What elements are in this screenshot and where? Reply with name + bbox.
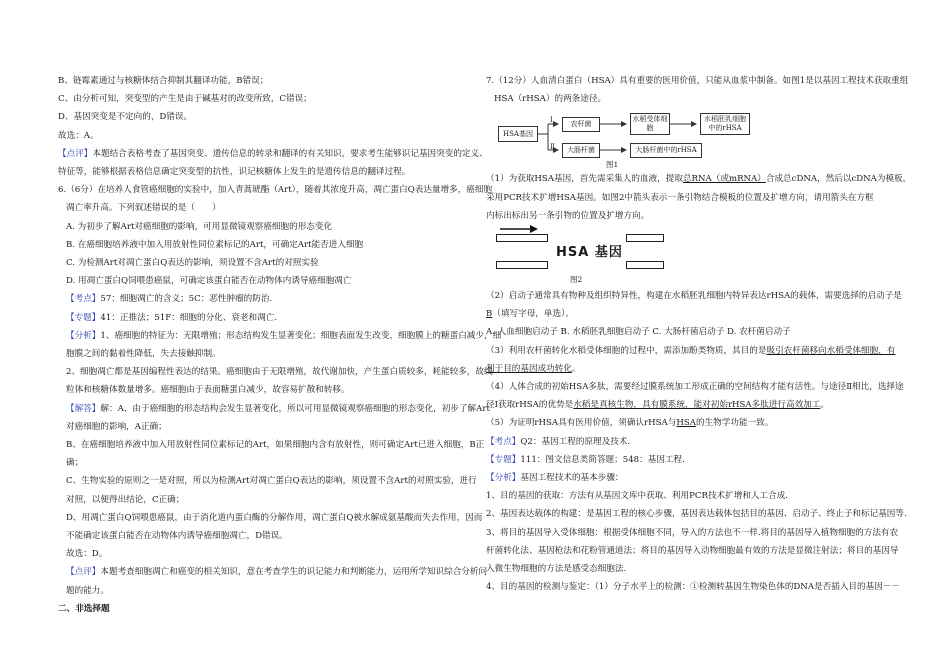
text-line: 确； xyxy=(66,458,84,469)
question-7-stem: 7.（12分）人血清白蛋白（HSA）具有重要的医用价值，只能从血浆中制备。如图1是以基因工程技术获取重组 xyxy=(486,76,909,86)
right-column xyxy=(486,72,912,596)
comment-text: 本题结合表格考查了基因突变、遗传信息的转录和翻译的有关知识，要求考生能够识记基因突变的定义、 xyxy=(92,148,488,159)
figure-1-caption: 图1 xyxy=(606,160,619,170)
text-segment: 。 xyxy=(571,363,581,374)
kaodian-text: 57：细胞凋亡的含义；5C：恶性肿瘤的防治. xyxy=(100,294,273,305)
ecoli-box: 大肠杆菌 xyxy=(562,143,600,158)
text-line: B、在癌细胞培养液中加入用放射性同位素标记的Art，如果细胞内含有放射性，则可确定Art已进入细胞，B正 xyxy=(66,440,485,451)
fenxi-text: 基因工程技术的基本步骤： xyxy=(520,473,624,484)
text-line: （2）启动子通常具有物种及组织特异性，构建在水稻胚乳细胞内特异表达rHSA的载体，需要选择的启动子是 xyxy=(486,291,902,302)
zhuanti-line xyxy=(58,309,466,327)
text-line: 特征等，能够根据表格信息确定突变型的抗性，识记核糖体上发生的是遗传信息的翻译过程。 xyxy=(58,167,411,178)
text-line: 题的能力。 xyxy=(66,585,109,596)
text-line: 2、细胞凋亡都是基因编程性表达的结果。癌细胞由于无限增殖，故代谢加快，产生蛋白质较多，耗能较多，故线 xyxy=(66,367,493,378)
text-line: 对癌细胞的影响，A正确； xyxy=(66,421,167,432)
text-segment: 的生物学功能一致。 xyxy=(695,418,774,429)
left-column xyxy=(58,72,502,618)
figure-2-caption: 图2 xyxy=(570,275,583,285)
kaodian-line xyxy=(486,433,896,451)
text-line: 凋亡率升高。下列叙述错误的是（ ） xyxy=(66,203,221,214)
comment-tag: 【点评】 xyxy=(58,148,93,159)
ecoli-rhsa-box: 大肠杆菌中的rHSA xyxy=(630,143,702,158)
text-segment: （5）为证明rHSA具有医用价值，须确认rHSA与 xyxy=(486,418,677,429)
text-line: 内标出标出另一条引物的位置及扩增方向。 xyxy=(486,210,650,221)
q7-part3-line-2 xyxy=(486,360,896,378)
text-segment: 径Ⅰ获取rHSA的优势是 xyxy=(486,400,574,411)
text-line: 粒体和核糖体数量增多。癌细胞由于表面糖蛋白减少，故容易扩散和转移。 xyxy=(66,385,350,396)
fenxi-line xyxy=(486,469,896,487)
jieda-text: 解：A、由于癌细胞的形态结构会发生显著变化，所以可用显微镜观察癌细胞的形态变化，初步了解Art xyxy=(100,403,490,414)
q7-part5-line xyxy=(486,414,896,432)
agrobacterium-box: 农杆菌 xyxy=(562,117,600,132)
zhuanti-tag: 【专题】 xyxy=(66,312,101,323)
answer-blank: 利于目的基因成功转化 xyxy=(486,363,572,374)
q7-part2-answer-line xyxy=(486,305,896,323)
text-line: 杆菌转化法、基因枪法和花粉管通道法；将目的基因导入动物细胞最有效的方法是显微注射法；将目的基因导 xyxy=(486,545,899,556)
route-2-label: Ⅱ xyxy=(550,143,555,152)
jieda-tag: 【解答】 xyxy=(66,403,101,414)
hsa-gene-title: HSA 基因 xyxy=(556,245,623,261)
dianping-tag: 【点评】 xyxy=(66,567,101,578)
dna-strand-left-bottom xyxy=(496,261,548,269)
dianping-line xyxy=(58,563,488,581)
text-line: B、链霉素通过与核糖体结合抑制其翻译功能，B错误； xyxy=(58,76,269,86)
primer-arrow-icon xyxy=(500,225,540,233)
text-line: C、生物实验的原则之一是对照，所以为检测Art对凋亡蛋白Q表达的影响，须设置不含Art的对照实验，进行 xyxy=(66,476,477,487)
hsa-gene-box: HSA基因 xyxy=(498,126,538,142)
text-line: 2、基因表达载体的构建：是基因工程的核心步骤，基因表达载体包括目的基因、启动子、终止子和标记基因等. xyxy=(486,509,907,520)
text-line: 入微生物细胞的方法是感受态细胞法. xyxy=(486,564,627,575)
text-line: （4）人体合成的初始HSA多肽，需要经过膜系统加工形成正确的空间结构才能有活性。与途径Ⅱ相比，选择途 xyxy=(486,382,904,393)
dna-strand-right-top xyxy=(626,234,664,242)
text-segment: 合成总cDNA，然后以cDNA为模板， xyxy=(765,174,912,185)
options-line: A. 人血细胞启动子 B. 水稻胚乳细胞启动子 C. 大肠杆菌启动子 D. 农杆菌启动子 xyxy=(486,327,791,338)
text-line: 不能确定该蛋白能否在动物体内诱导癌细胞凋亡，D错误。 xyxy=(66,531,288,542)
answer-blank: 总RNA（或mRNA） xyxy=(682,174,766,185)
option-a: A. 为初步了解Art对癌细胞的影响，可用显微镜观察癌细胞的形态变化 xyxy=(66,221,333,232)
text-segment: （3）利用农杆菌转化水稻受体细胞的过程中，需添加酚类物质，其目的是 xyxy=(486,345,767,356)
zhuanti-line xyxy=(486,451,896,469)
jieda-line xyxy=(58,400,490,418)
text-line: HSA（rHSA）的两条途径。 xyxy=(494,94,607,105)
text-line: 故选：D。 xyxy=(66,549,108,560)
text-line: 胞膜之间的黏着性降低，失去接触抑制。 xyxy=(66,349,221,360)
kaodian-text: Q2：基因工程的原理及技术. xyxy=(520,436,631,447)
zhuanti-text: 41：正推法；51F：细胞的分化、衰老和凋亡. xyxy=(100,312,278,323)
answer-blank: 水稻是真核生物，具有膜系统，能对初始rHSA多肽进行高效加工 xyxy=(573,400,821,411)
option-c: C. 为检测Art对凋亡蛋白Q表达的影响，须设置不含Art的对照实验 xyxy=(66,258,319,269)
q7-part1-line xyxy=(486,170,912,188)
dna-strand-right-bottom xyxy=(626,261,664,269)
text-segment: 。 xyxy=(820,400,829,411)
text-line: 对照，以便得出结论，C正确； xyxy=(66,494,185,505)
kaodian-tag: 【考点】 xyxy=(66,294,101,305)
option-d: D. 用凋亡蛋白Q饲喂患癌鼠，可确定该蛋白能否在动物体内诱导癌细胞凋亡 xyxy=(66,276,352,287)
kaodian-tag: 【考点】 xyxy=(486,436,521,447)
zhuanti-tag: 【专题】 xyxy=(486,454,521,465)
dianping-text: 本题考查细胞凋亡和癌变的相关知识，意在考查学生的识记能力和判断能力，运用所学知识综合分析问 xyxy=(100,567,488,578)
rice-embryo-box: 水稻胚乳细胞中的rHSA xyxy=(700,113,750,135)
text-line: 故选：A。 xyxy=(58,130,99,141)
text-line: 1、目的基因的获取：方法有从基因文库中获取、利用PCR技术扩增和人工合成. xyxy=(486,491,789,502)
figure-1-diagram xyxy=(486,112,896,168)
text-line: 采用PCR技术扩增HSA基因。如图2中箭头表示一条引物结合模板的位置及扩增方向，请用箭头在方框 xyxy=(486,192,874,203)
kaodian-line xyxy=(58,290,466,308)
text-line: 4、目的基因的检测与鉴定：（1）分子水平上的检测：①检测转基因生物染色体的DNA是否插入目的基因－－ xyxy=(486,582,900,593)
text-line: D、基因突变是不定向的，D错误。 xyxy=(58,112,193,123)
text-line: D、用凋亡蛋白Q饲喂患癌鼠，由于消化道内蛋白酶的分解作用，凋亡蛋白Q被水解成氨基酸而失去作用，因而 xyxy=(66,512,483,523)
comment-line xyxy=(58,145,488,163)
fenxi-line xyxy=(58,327,502,345)
text-line: C、由分析可知，突变型的产生是由于碱基对的改变所致，C错误； xyxy=(58,94,312,105)
fenxi-text: 1、癌细胞的特征为：无限增殖；形态结构发生显著变化；细胞表面发生改变，细胞膜上的糖蛋白减少，细 xyxy=(100,330,502,341)
answer-blank: HSA xyxy=(676,418,696,429)
q7-part3-line xyxy=(486,342,896,360)
fenxi-tag: 【分析】 xyxy=(66,330,101,341)
text-segment: （1）为获取HSA基因，首先需采集人的血液，提取 xyxy=(486,174,683,185)
figure-2-hsa-gene xyxy=(496,231,666,283)
question-6-stem: 6.（6分）在培养人食管癌细胞的实验中，加入青蒿琥酯（Art），随着其浓度升高，凋亡蛋白Q表达量增多，癌细胞 xyxy=(58,185,493,196)
q7-part4-line xyxy=(486,396,896,414)
route-1-label: Ⅰ xyxy=(550,116,553,125)
answer-blank: B xyxy=(486,309,493,320)
text-line: 3、将目的基因导入受体细胞：根据受体细胞不同，导入的方法也不一样.将目的基因导入植物细胞的方法有农 xyxy=(486,527,899,538)
rice-cell-box: 水稻受体细胞 xyxy=(630,113,670,135)
answer-blank: 吸引农杆菌移向水稻受体细胞，有 xyxy=(766,345,896,356)
text-segment: （填写字母，单选）。 xyxy=(492,309,574,320)
dna-strand-left-top xyxy=(496,234,548,242)
fenxi-tag: 【分析】 xyxy=(486,473,521,484)
section-heading: 二、非选择题 xyxy=(58,603,110,614)
option-b: B. 在癌细胞培养液中加入用放射性同位素标记的Art，可确定Art能否进入细胞 xyxy=(66,239,364,250)
zhuanti-text: 111：图文信息类简答题；548：基因工程. xyxy=(520,454,685,465)
